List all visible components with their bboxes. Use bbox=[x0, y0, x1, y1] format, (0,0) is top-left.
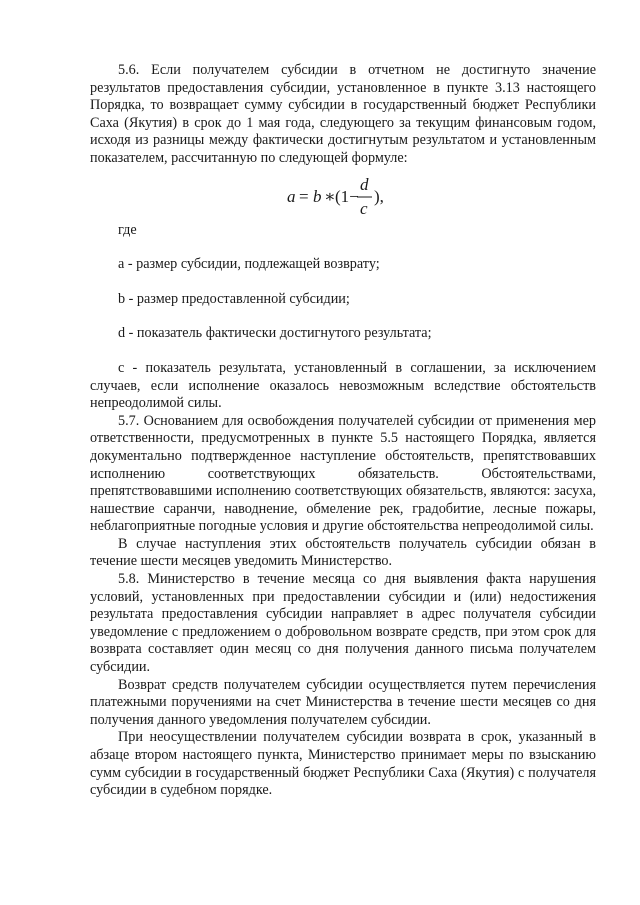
definition-d: d - показатель фактически достигнутого результата; bbox=[118, 325, 432, 342]
formula-numerator: d bbox=[360, 174, 369, 194]
formula-graphic bbox=[285, 168, 425, 222]
document-body bbox=[90, 62, 596, 800]
formula-equals: = bbox=[299, 186, 309, 206]
definition-a: a - размер субсидии, подлежащей возврату; bbox=[118, 256, 380, 273]
formula-times: ∗ bbox=[324, 186, 336, 206]
formula-denominator: c bbox=[360, 198, 368, 218]
paragraph-5-8-court: При неосуществлении получателем субсидии возврата в срок, указанный в абзаце втором настоящего пункта, Министерство принимает меры по взысканию сумм субсидии в государственный бюджет Республики Саха (Якутия) с получателя субсидии в судебном порядке. bbox=[90, 729, 596, 799]
paragraph-5-8: 5.8. Министерство в течение месяца со дня выявления факта нарушения условий, установленных при предоставлении субсидии и (или) недостижения результата предоставления субсидии направляет в адрес получателя субсидии уведомление с предложением о добровольном возврате средств, при этом срок для возврата составляет один месяц со дня получения данного письма получателем субсидии. bbox=[90, 571, 596, 676]
paragraph-5-8-refund: Возврат средств получателем субсидии осуществляется путем перечисления платежными поручениями на счет Министерства в течение шести месяцев со дня получения данного уведомления получателем субсидии. bbox=[90, 676, 596, 728]
paragraph-5-7-notice: В случае наступления этих обстоятельств получатель субсидии обязан в течение шести месяцев уведомить Министерство. bbox=[90, 535, 596, 570]
paragraph-5-7: 5.7. Основанием для освобождения получателей субсидии от применения мер ответственности, предусмотренных в пункте 5.5 настоящего Порядка, является документально подтвержденное наступление обстоятельств, препятствовавших исполнению соответствующих обязательств. Обстоятельствами, препятствовавшими исполнению соответствующих обязательств, являются: засуха, нашествие саранчи, наводнение, обмеление рек, градобитие, лесные пожары, неблагоприятные погодные условия и другие обстоятельства непреодолимой силы. bbox=[90, 412, 596, 535]
formula-open: (1− bbox=[335, 186, 359, 206]
formula-a: a bbox=[287, 186, 296, 206]
formula-b: b bbox=[313, 186, 322, 206]
formula-close: ), bbox=[374, 186, 384, 206]
paragraph-where: где bbox=[118, 221, 137, 238]
refund-formula bbox=[90, 168, 596, 222]
definition-b: b - размер предоставленной субсидии; bbox=[118, 290, 350, 307]
definition-c: c - показатель результата, установленный в соглашении, за исключением случаев, если исполнение оказалось невозможным вследствие обстоятельств непреодолимой силы. bbox=[90, 359, 596, 412]
paragraph-5-6: 5.6. Если получателем субсидии в отчетном не достигнуто значение результатов предоставления субсидии, установленное в пункте 3.13 настоящего Порядка, то возвращает сумму субсидии в государственный бюджет Республики Саха (Якутия) в срок до 1 мая года, следующего за текущим финансовым годом, исходя из разницы между фактически достигнутым результатом и установленным показателем, рассчитанную по следующей формуле: bbox=[90, 62, 596, 166]
